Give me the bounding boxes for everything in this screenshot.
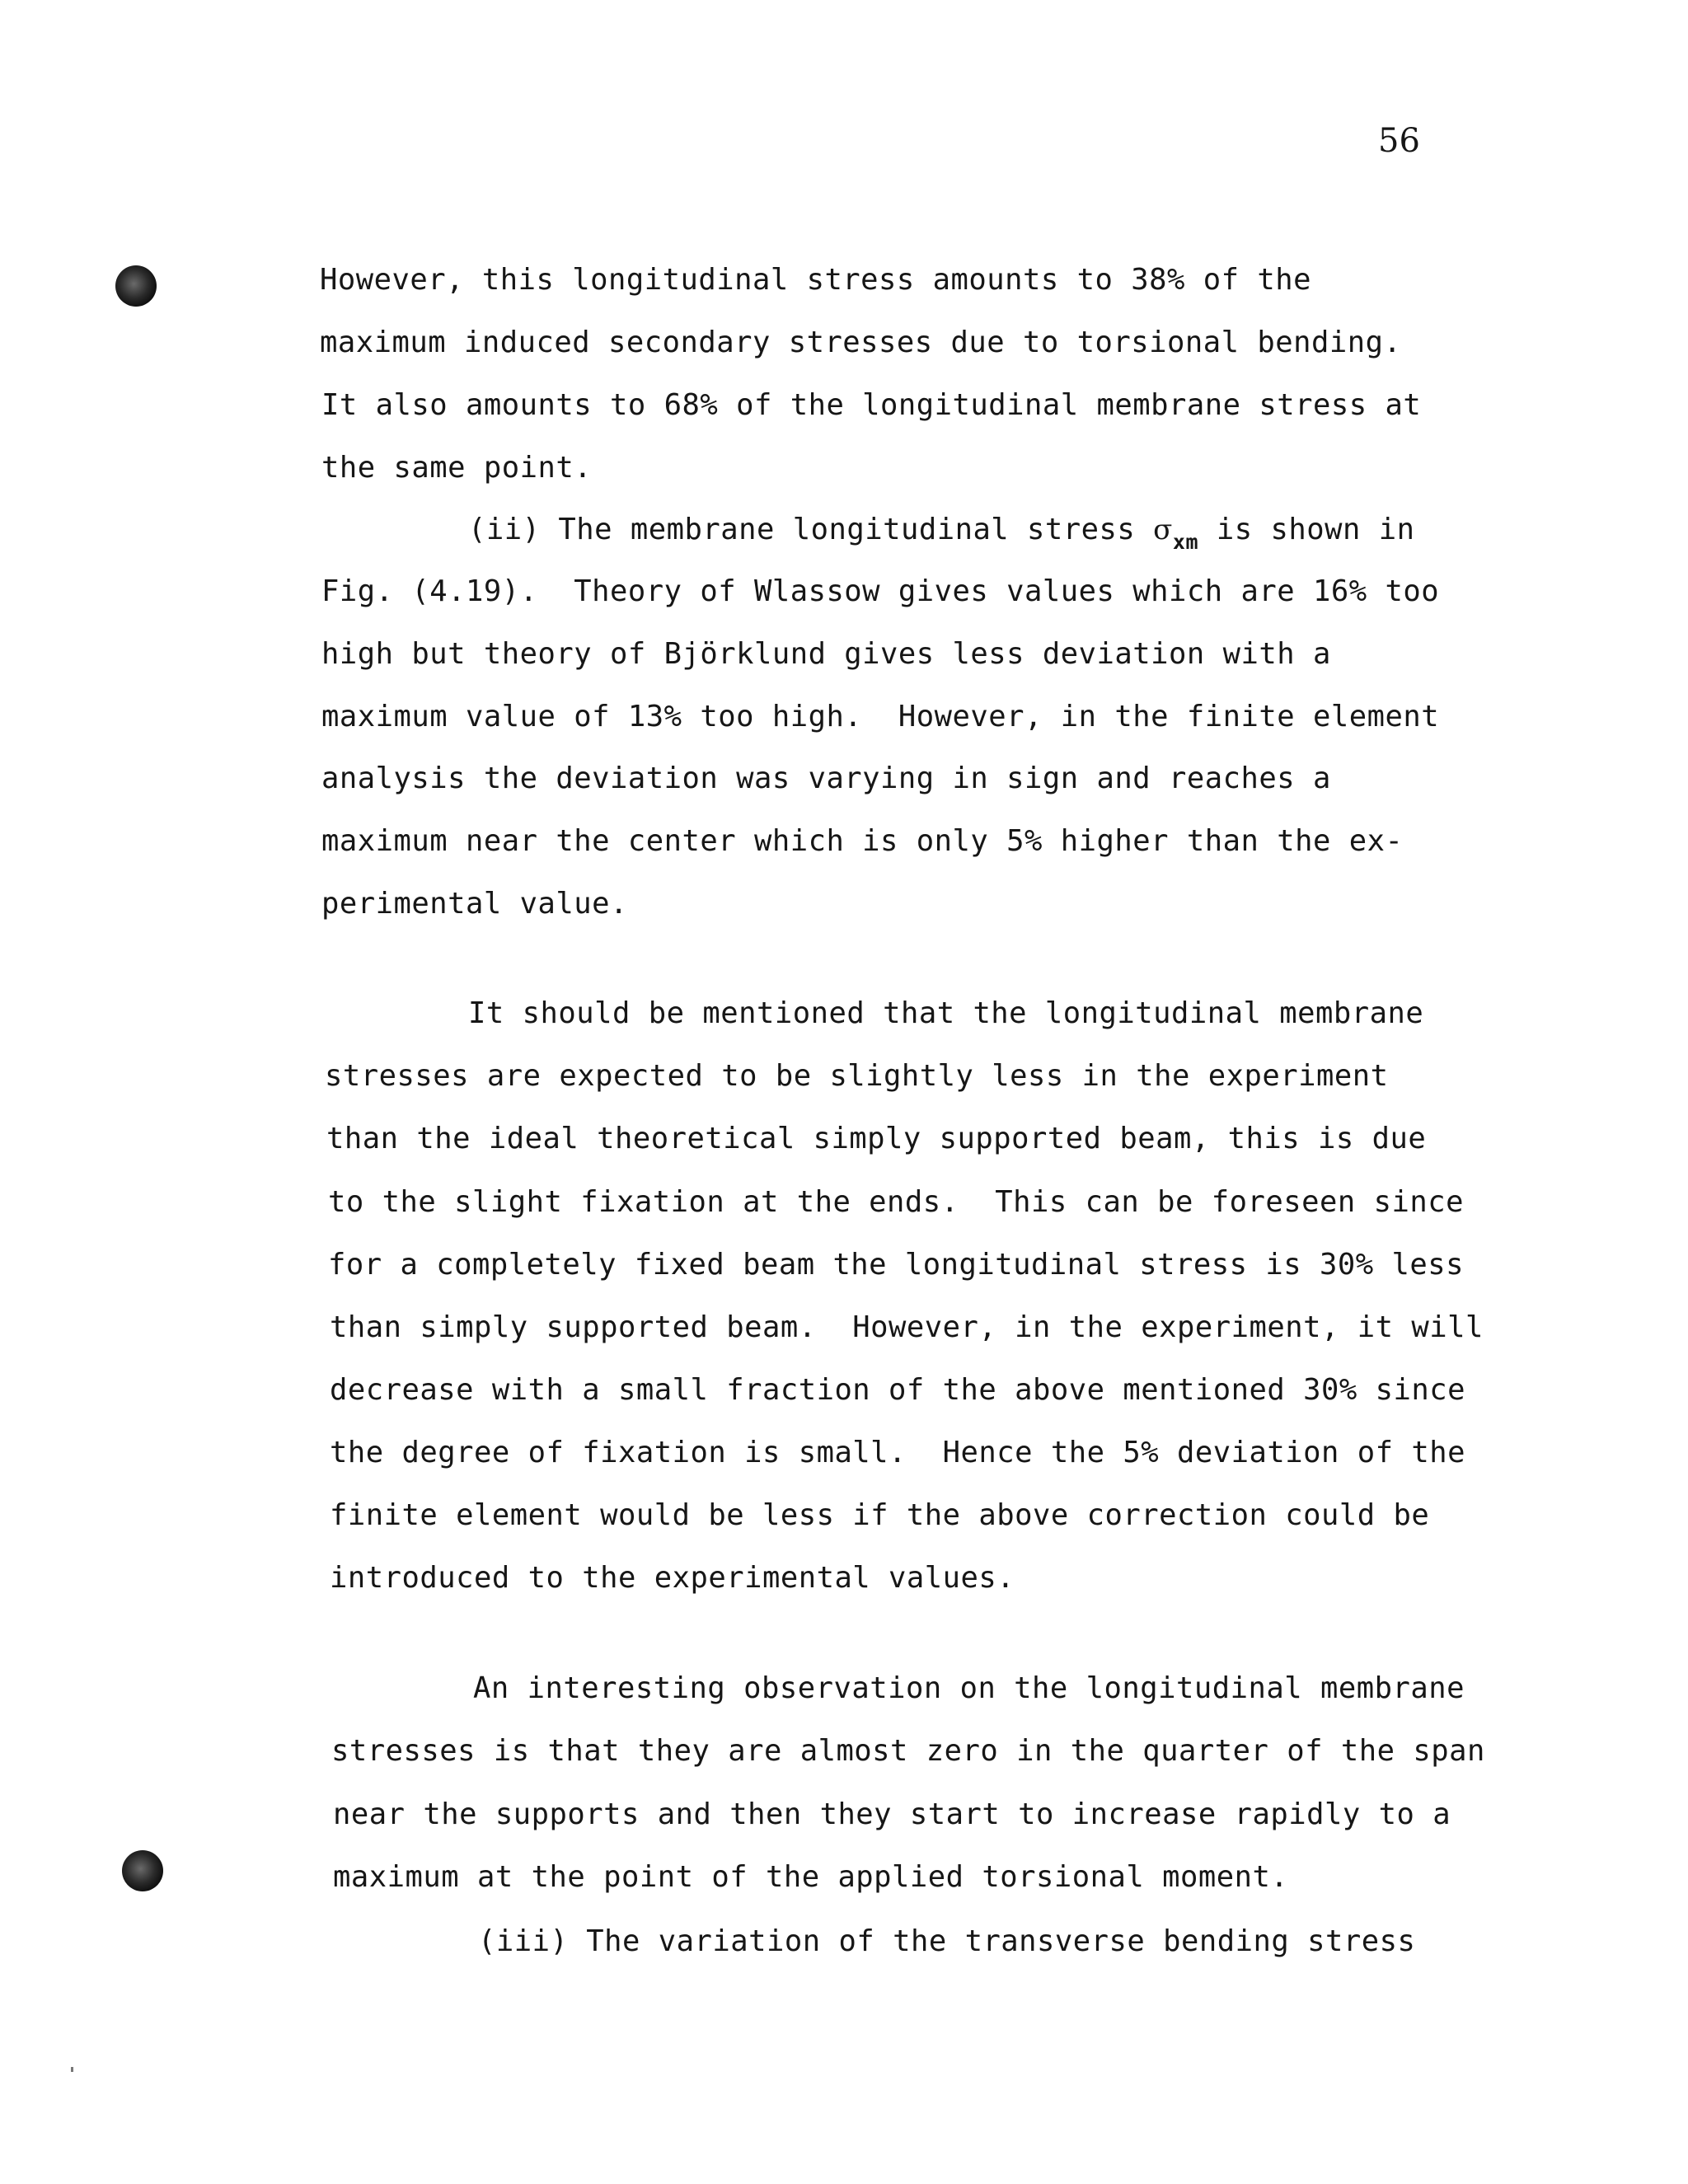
- body-text-line: stresses is that they are almost zero in the quarter of the span: [331, 1734, 1485, 1768]
- body-text-line: decrease with a small fraction of the above mentioned 30% since: [330, 1373, 1465, 1407]
- body-text-line: the degree of fixation is small. Hence the 5% deviation of the: [330, 1436, 1465, 1469]
- body-text-line: However, this longitudinal stress amounts to 38% of the: [320, 263, 1312, 297]
- body-text-line: maximum near the center which is only 5% higher than the ex-: [321, 824, 1404, 858]
- sigma-symbol: σ: [1153, 513, 1173, 546]
- body-text-line: finite element would be less if the above correction could be: [330, 1498, 1430, 1532]
- body-text-line: stresses are expected to be slightly less in the experiment: [325, 1059, 1389, 1093]
- body-text-line: Fig. (4.19). Theory of Wlassow gives values which are 16% too: [321, 574, 1440, 608]
- body-text-line: the same point.: [321, 451, 593, 485]
- subscript: xm: [1172, 530, 1198, 554]
- body-text-line: than simply supported beam. However, in the experiment, it will: [330, 1310, 1484, 1344]
- body-text-line: It also amounts to 68% of the longitudinal membrane stress at: [321, 388, 1422, 422]
- body-text-line: [468, 515, 1414, 552]
- punch-hole-icon: [115, 265, 157, 307]
- body-text-line: introduced to the experimental values.: [330, 1561, 1015, 1595]
- body-text-line: An interesting observation on the longitudinal membrane: [473, 1671, 1465, 1705]
- body-text-line: than the ideal theoretical simply supported beam, this is due: [326, 1122, 1427, 1155]
- body-text-line: It should be mentioned that the longitudinal membrane: [468, 996, 1424, 1030]
- punch-hole-icon: [122, 1850, 163, 1891]
- page-number: 56: [1378, 122, 1420, 160]
- body-text-line: perimental value.: [321, 887, 628, 921]
- body-text-line: high but theory of Björklund gives less deviation with a: [321, 637, 1331, 671]
- body-text-line: (iii) The variation of the transverse bending stress: [478, 1924, 1416, 1958]
- body-text-line: to the slight fixation at the ends. This can be foreseen since: [328, 1185, 1464, 1219]
- body-text-line: maximum induced secondary stresses due to torsional bending.: [320, 326, 1402, 359]
- body-text-line: maximum value of 13% too high. However, in the finite element: [321, 700, 1440, 733]
- body-text-line: for a completely fixed beam the longitudinal stress is 30% less: [328, 1248, 1464, 1282]
- body-text-segment: (ii) The membrane longitudinal stress: [468, 513, 1154, 546]
- body-text-segment: is shown in: [1198, 513, 1415, 546]
- scan-mark: [71, 2067, 73, 2072]
- body-text-line: maximum at the point of the applied torsional moment.: [333, 1860, 1289, 1894]
- body-text-line: analysis the deviation was varying in sign and reaches a: [321, 762, 1331, 795]
- body-text-line: near the supports and then they start to increase rapidly to a: [333, 1797, 1451, 1831]
